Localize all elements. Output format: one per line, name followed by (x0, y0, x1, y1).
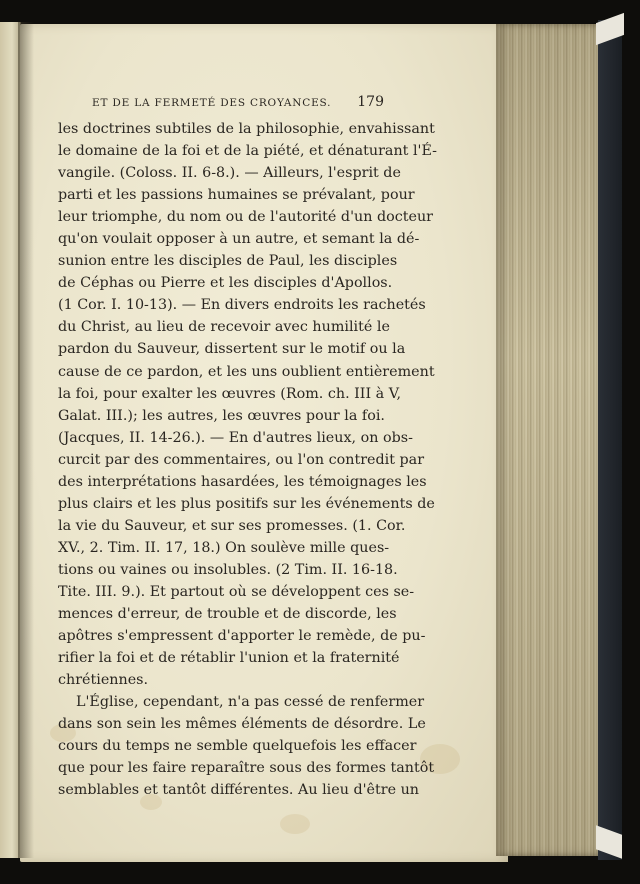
text-line: les doctrines subtiles de la philosophie, envahissant (58, 121, 435, 137)
text-line: leur triomphe, du nom ou de l'autorité d'un docteur (58, 209, 433, 226)
text-line: apôtres s'empressent d'apporter le remède, de pu- (58, 628, 426, 645)
book-cover-board (598, 20, 622, 860)
text-line: la vie du Sauveur, et sur ses promesses. (1. Cor. (58, 517, 406, 534)
text-line: rifier la foi et de rétablir l'union et la fraternité (58, 650, 400, 667)
text-line: curcit par des commentaires, ou l'on contredit par (58, 451, 425, 468)
text-line: mences d'erreur, de trouble et de discorde, les (58, 606, 397, 623)
foxing-spot (280, 814, 310, 834)
gutter-shadow (18, 22, 34, 858)
running-head (92, 94, 384, 112)
text-line: tions ou vaines ou insolubles. (2 Tim. II. 16-18. (58, 561, 398, 578)
text-block (58, 94, 437, 801)
text-line: cours du temps ne semble quelquefois les effacer (58, 738, 417, 755)
text-line: des interprétations hasardées, les témoignages les (58, 473, 427, 490)
text-line: cause de ce pardon, et les uns oublient entièrement (58, 363, 435, 380)
text-line: le domaine de la foi et de la piété, et dénaturant l'É- (58, 143, 437, 160)
page-number: 179 (357, 94, 384, 110)
text-line: Tite. III. 9.). Et partout où se développent ces se- (58, 583, 415, 600)
text-line: vangile. (Coloss. II. 6-8.). — Ailleurs, l'esprit de (58, 165, 401, 182)
body-text (58, 118, 437, 801)
text-line: sunion entre les disciples de Paul, les disciples (58, 253, 398, 270)
text-line: (1 Cor. I. 10-13). — En divers endroits les rachetés (58, 297, 426, 314)
text-line: chrétiennes. (58, 672, 149, 689)
text-line: plus clairs et les plus positifs sur les événements de (58, 495, 435, 512)
text-line: de Céphas ou Pierre et les disciples d'Apollos. (58, 275, 393, 292)
running-head-title: ET DE LA FERMETÉ DES CROYANCES. (92, 97, 332, 109)
text-line: XV., 2. Tim. II. 17, 18.) On soulève mille ques- (58, 539, 390, 556)
text-line: qu'on voulait opposer à un autre, et semant la dé- (58, 231, 420, 248)
text-line: que pour les faire reparaître sous des formes tantôt (58, 760, 435, 777)
text-line: (Jacques, II. 14-26.). — En d'autres lieux, on obs- (58, 429, 413, 446)
text-line: du Christ, au lieu de recevoir avec humilité le (58, 319, 390, 336)
text-line: la foi, pour exalter les œuvres (Rom. ch. III à V, (58, 385, 402, 402)
text-line: L'Église, cependant, n'a pas cessé de renfermer (76, 694, 425, 711)
text-line: pardon du Sauveur, dissertent sur le motif ou la (58, 341, 406, 358)
text-line: parti et les passions humaines se prévalant, pour (58, 187, 415, 204)
text-line: dans son sein les mêmes éléments de désordre. Le (58, 716, 426, 733)
text-line: semblables et tantôt différentes. Au lieu d'être un (58, 782, 419, 799)
text-line: Galat. III.); les autres, les œuvres pour la foi. (58, 407, 385, 424)
page-stack-edge (496, 24, 604, 856)
